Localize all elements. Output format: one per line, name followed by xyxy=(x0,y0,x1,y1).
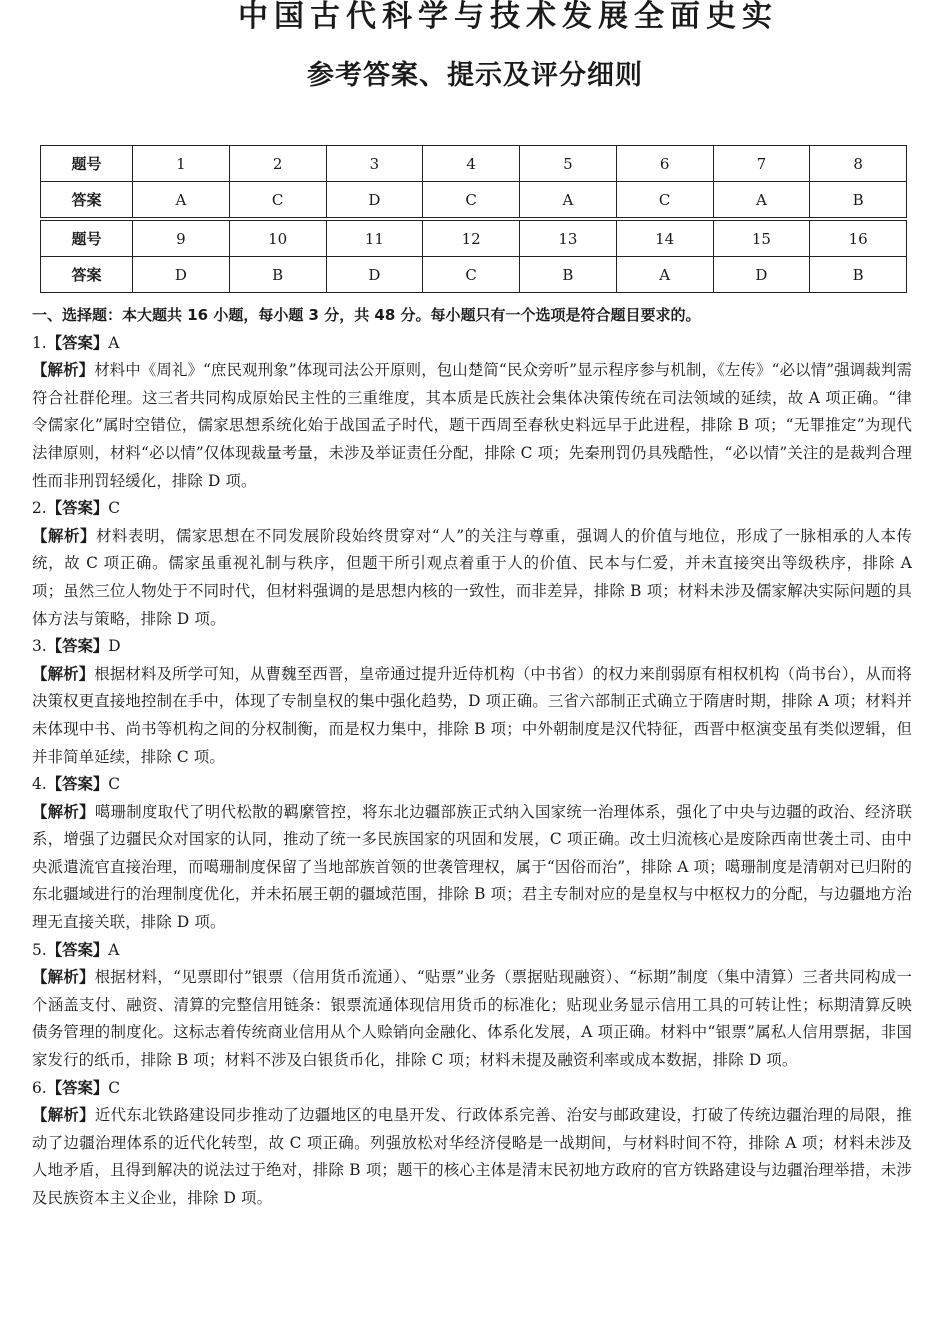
explanation-text: 根据材料，“见票即付”银票（信用货币流通）、“贴票”业务（票据贴现融资）、“标期”制度（集中清算）三者共同构成一个涵盖支付、融资、清算的完整信用链条：银票流通体现信用货币的标准化；贴现业务显示信用工具的可转让性；标期清算反映债务管理的制度化。这标志着传统商业信用从个人赊销向金融化、体系化发展，A 项正确。材料中“银票”属私人信用票据，非国家发行的纸币，排除 B 项；材料不涉及白银货币化，排除 C 项；材料未提及融资利率或成本数据，排除 D 项。 xyxy=(32,968,912,1070)
answer-line xyxy=(32,771,912,799)
question-number: 3. xyxy=(32,637,47,656)
answer-cell: B xyxy=(229,257,326,293)
explanation-tag: 【解析】 xyxy=(32,361,95,380)
answer-row-2 xyxy=(41,257,907,293)
answer-cell: D xyxy=(713,257,810,293)
question-number-cell: 13 xyxy=(520,219,617,257)
row-label-question: 题号 xyxy=(41,219,133,257)
question-number-cell: 7 xyxy=(713,146,810,182)
answer-cell: A xyxy=(520,182,617,220)
answer-tag: 【答案】 xyxy=(46,499,109,518)
answer-line xyxy=(32,495,912,523)
answer-tag: 【答案】 xyxy=(46,333,109,352)
question-number: 2. xyxy=(32,499,47,518)
explanation xyxy=(32,799,912,937)
answer-row-1 xyxy=(41,182,907,220)
explanation-tag: 【解析】 xyxy=(32,1106,95,1125)
question-number-cell: 15 xyxy=(713,219,810,257)
answer-tag: 【答案】 xyxy=(46,940,109,959)
question-number-row-1 xyxy=(41,146,907,182)
explanation-tag: 【解析】 xyxy=(32,526,96,545)
question-number-cell: 4 xyxy=(423,146,520,182)
answer-tag: 【答案】 xyxy=(46,1078,109,1097)
question-number-cell: 14 xyxy=(616,219,713,257)
page-title: 参考答案、提示及评分细则 xyxy=(307,60,643,91)
question-number-cell: 10 xyxy=(229,219,326,257)
explanations xyxy=(32,302,912,1213)
question-block-1 xyxy=(32,330,912,496)
answer-cell: C xyxy=(616,182,713,220)
question-number-row-2 xyxy=(41,219,907,257)
question-number: 5. xyxy=(32,940,47,959)
question-number-cell: 11 xyxy=(326,219,423,257)
answer-cell: D xyxy=(326,257,423,293)
cropped-header-text-box xyxy=(238,0,778,38)
row-label-question: 题号 xyxy=(41,146,133,182)
explanation-tag: 【解析】 xyxy=(32,968,95,987)
answer-cell: D xyxy=(133,257,230,293)
answer-line xyxy=(32,1075,912,1103)
question-number: 1. xyxy=(32,333,47,352)
explanation-text: 材料中《周礼》“庶民观刑象”体现司法公开原则，包山楚简“民众旁听”显示程序参与机制，《左传》“必以情”强调裁判需符合社群伦理。这三者共同构成原始民主性的三重维度，其本质是氏族社会集体决策传统在司法领域的延续，故 A 项正确。“律令儒家化”属时空错位，儒家思想系统化始于战国孟子时代，题干西周至春秋史料远早于此进程，排除 B 项；“无罪推定”为现代法律原则，材料“必以情”仅体现裁量考量，未涉及举证责任分配，排除 C 项；先秦刑罚仍具残酷性，“必以情”关注的是裁判合理性而非刑罚轻缓化，排除 D 项。 xyxy=(32,361,912,490)
question-block-6 xyxy=(32,1075,912,1213)
answer-cell: C xyxy=(423,257,520,293)
answer-cell: B xyxy=(520,257,617,293)
question-number-cell: 2 xyxy=(229,146,326,182)
explanation-text: 近代东北铁路建设同步推动了边疆地区的电垦开发、行政体系完善、治安与邮政建设，打破了传统边疆治理的局限，推动了边疆治理体系的近代化转型，故 C 项正确。列强放松对华经济侵略是一战期间，与材料时间不符，排除 A 项；材料未涉及人地矛盾，且得到解决的说法过于绝对，排除 B 项；题干的核心主体是清末民初地方政府的官方铁路建设与边疆治理举措，未涉及民族资本主义企业，排除 D 项。 xyxy=(32,1106,912,1207)
section-heading: 一、选择题：本大题共 16 小题，每小题 3 分，共 48 分。每小题只有一个选项是符合题目要求的。 xyxy=(32,306,701,324)
answer-cell: D xyxy=(326,182,423,220)
answer-value: A xyxy=(108,940,120,959)
question-number-cell: 3 xyxy=(326,146,423,182)
explanation-text: 噶珊制度取代了明代松散的羁縻管控，将东北边疆部族正式纳入国家统一治理体系，强化了中央与边疆的政治、经济联系，增强了边疆民众对国家的认同，推动了统一多民族国家的巩固和发展，C 项正确。改土归流核心是废除西南世袭土司、由中央派遣流官直接治理，而噶珊制度保留了当地部族首领的世袭管理权，属于“因俗而治”，排除 A 项；噶珊制度是清朝对已归附的东北疆域进行的治理制度优化，并未拓展王朝的疆域范围，排除 B 项；君主专制对应的是皇权与中枢权力的分配，与边疆地方治理无直接关联，排除 D 项。 xyxy=(32,802,912,932)
answer-value: C xyxy=(108,775,121,794)
explanation xyxy=(32,1102,912,1212)
question-number: 4. xyxy=(32,775,47,794)
answer-line xyxy=(32,330,912,358)
explanation xyxy=(32,523,912,633)
question-number-cell: 8 xyxy=(810,146,907,182)
answer-value: A xyxy=(108,333,120,352)
row-label-answer: 答案 xyxy=(41,182,133,220)
answer-cell: A xyxy=(616,257,713,293)
explanation-tag: 【解析】 xyxy=(32,664,95,683)
answer-cell: A xyxy=(713,182,810,220)
answer-value: D xyxy=(108,637,121,656)
question-number-cell: 9 xyxy=(133,219,230,257)
question-number-cell: 16 xyxy=(810,219,907,257)
answer-tag: 【答案】 xyxy=(46,775,109,794)
answer-line xyxy=(32,633,912,661)
question-number-cell: 5 xyxy=(520,146,617,182)
answer-table xyxy=(40,145,907,293)
explanation-text: 材料表明，儒家思想在不同发展阶段始终贯穿对“人”的关注与尊重，强调人的价值与地位，形成了一脉相承的人本传统，故 C 项正确。儒家虽重视礼制与秩序，但题干所引观点着重于人的价值、民本与仁爱，并未直接突出等级秩序，排除 A 项；虽然三位人物处于不同时代，但材料强调的是思想内核的一致性，而非差异，排除 B 项；材料未涉及儒家解决实际问题的具体方法与策略，排除 D 项。 xyxy=(32,526,912,628)
explanation xyxy=(32,661,912,771)
cropped-header-text: 中国古代科学与技术发展全面史实 xyxy=(238,0,778,34)
question-number: 6. xyxy=(32,1078,47,1097)
question-number-cell: 6 xyxy=(616,146,713,182)
answer-value: C xyxy=(108,1078,121,1097)
cropped-header xyxy=(0,0,950,52)
answer-cell: C xyxy=(229,182,326,220)
question-number-cell: 12 xyxy=(423,219,520,257)
explanation xyxy=(32,964,912,1074)
answer-cell: C xyxy=(423,182,520,220)
answer-cell: B xyxy=(810,182,907,220)
explanation xyxy=(32,357,912,495)
question-block-4 xyxy=(32,771,912,937)
question-block-2 xyxy=(32,495,912,633)
explanation-text: 根据材料及所学可知，从曹魏至西晋，皇帝通过提升近侍机构（中书省）的权力来削弱原有相权机构（尚书台），从而将决策权更直接地控制在手中，体现了专制皇权的集中强化趋势，D 项正确。三省六部制正式确立于隋唐时期，排除 A 项；材料并未体现中书、尚书等机构之间的分权制衡，而是权力集中，排除 B 项；中外朝制度是汉代特征，西晋中枢演变虽有类似逻辑，但并非简单延续，排除 C 项。 xyxy=(32,664,912,766)
answer-tag: 【答案】 xyxy=(46,637,109,656)
answer-cell: B xyxy=(810,257,907,293)
answer-cell: A xyxy=(133,182,230,220)
question-number-cell: 1 xyxy=(133,146,230,182)
question-block-5 xyxy=(32,937,912,1075)
answer-line xyxy=(32,937,912,965)
answer-value: C xyxy=(108,499,121,518)
question-block-3 xyxy=(32,633,912,771)
row-label-answer: 答案 xyxy=(41,257,133,293)
explanation-tag: 【解析】 xyxy=(32,802,95,821)
